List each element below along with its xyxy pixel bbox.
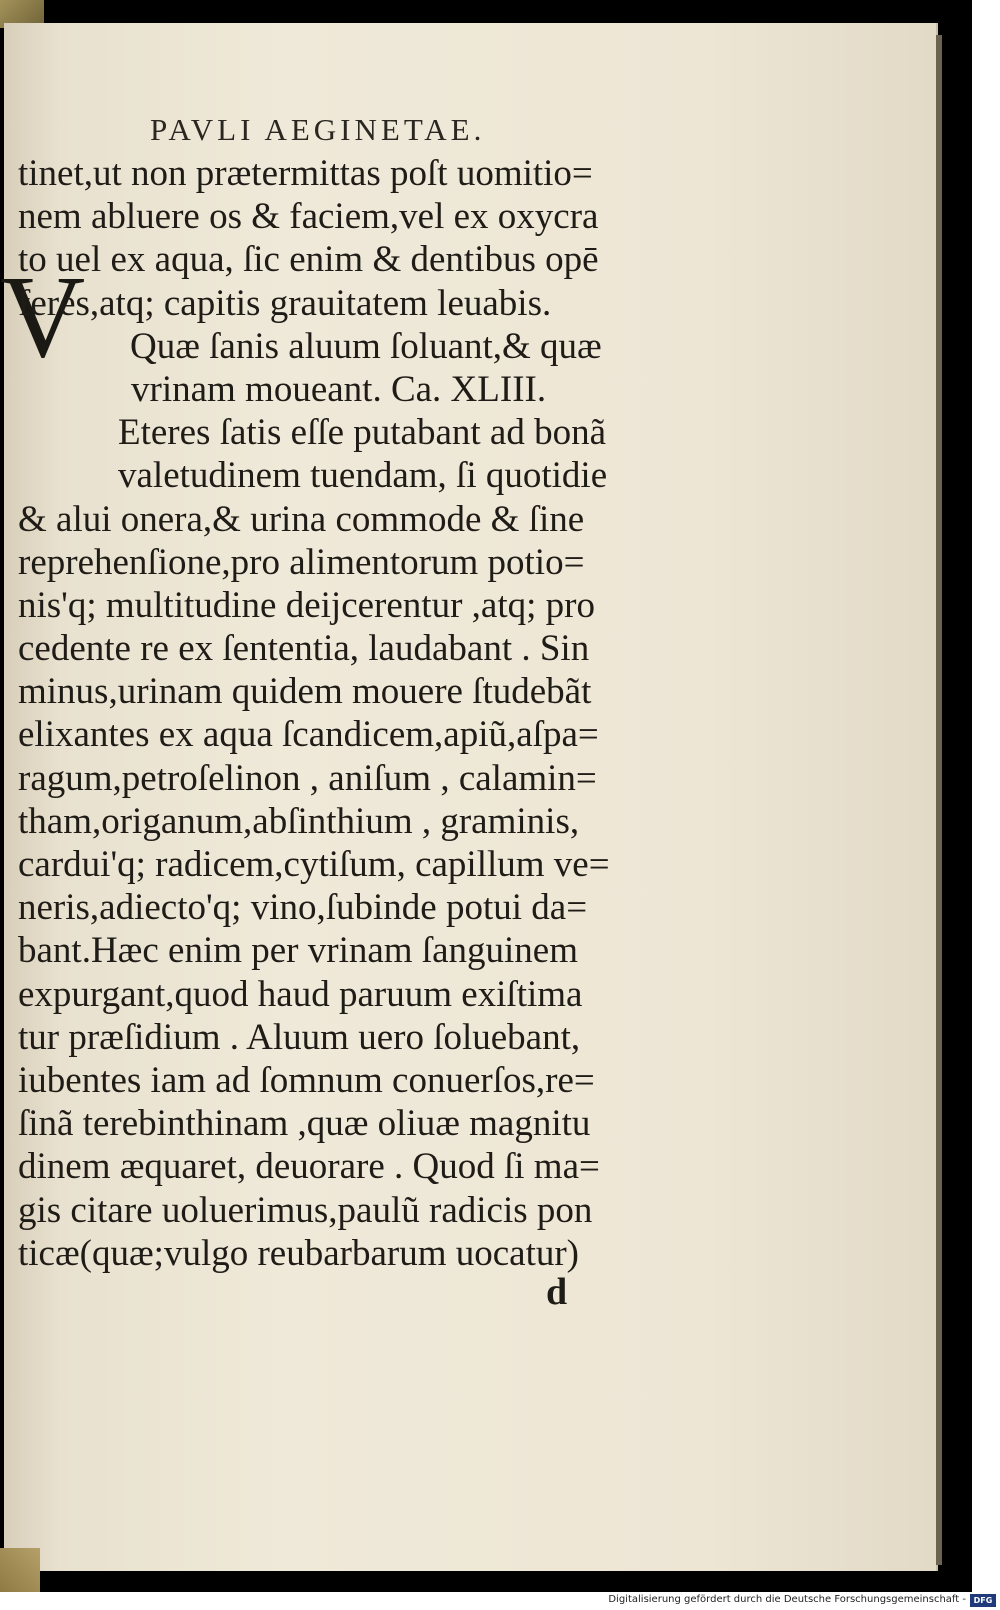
text-line: expurgant,quod haud paruum exiſtima (18, 973, 583, 1015)
text-line: tinet,ut non prætermittas poſt uomitio= (18, 153, 593, 194)
text-line: ticæ(quæ;vulgo reubarbarum uocatur) (18, 1232, 579, 1274)
text-line: tham,origanum,abſinthium , graminis, (18, 800, 580, 842)
text-line: nem abluere os & faciem,vel ex oxycra (18, 196, 599, 238)
signature-mark: d (546, 1271, 568, 1313)
binding-corner-bottom (0, 1548, 40, 1592)
dfg-logo: DFG (970, 1594, 996, 1607)
text-line: ſinã terebinthinam ,quæ oliuæ magnitu (18, 1103, 591, 1145)
text-line: nis'q; multitudine deijcerentur ,atq; pro (18, 584, 595, 626)
text-line: bant.Hæc enim per vrinam ſanguinem (18, 930, 578, 972)
text-line: iubentes iam ad ſomnum conuerſos,re= (18, 1059, 595, 1101)
text-line: Eteres ſatis eſſe putabant ad bonã (118, 412, 607, 454)
text-line: feres,atq; capitis grauitatem leuabis. (18, 282, 552, 324)
text-line: tur præſidium . Aluum uero ſoluebant, (18, 1016, 581, 1058)
chapter-heading-line: vrinam moueant. Ca. XLIII. (131, 368, 547, 410)
text-line: reprehenſione,pro alimentorum potio= (18, 541, 585, 583)
text-line: to uel ex aqua, ſic enim & dentibus opē (18, 239, 599, 281)
chapter-heading-line: Quæ ſanis aluum ſoluant,& quæ (130, 325, 602, 367)
running-header: PAVLI AEGINETAE. (150, 112, 486, 147)
text-line: neris,adiecto'q; vino,ſubinde potui da= (18, 887, 588, 929)
text-line: minus,urinam quidem mouere ſtudebãt (18, 671, 592, 713)
drop-cap-initial: V (0, 251, 86, 382)
text-line: ragum,petroſelinon , aniſum , calamin= (18, 757, 597, 799)
text-line: & alui onera,& urina commode & ſine (18, 498, 585, 540)
text-line: elixantes ex aqua ſcandicem,apiũ,aſpa= (18, 714, 599, 756)
digitization-credit: Digitalisierung gefördert durch die Deutsche Forschungsgemeinschaft - (608, 1594, 966, 1605)
text-line: cedente re ex ſententia, laudabant . Sin (18, 628, 590, 670)
text-line: valetudinem tuendam, ſi quotidie (118, 455, 608, 497)
text-line: dinem æquaret, deuorare . Quod ſi ma= (18, 1146, 600, 1188)
text-line: gis citare uoluerimus,paulũ radicis pon (18, 1189, 593, 1231)
body-text (18, 152, 718, 1275)
page-edge-shadow (936, 35, 942, 1565)
text-line: cardui'q; radicem,cytiſum, capillum ve= (18, 844, 610, 885)
